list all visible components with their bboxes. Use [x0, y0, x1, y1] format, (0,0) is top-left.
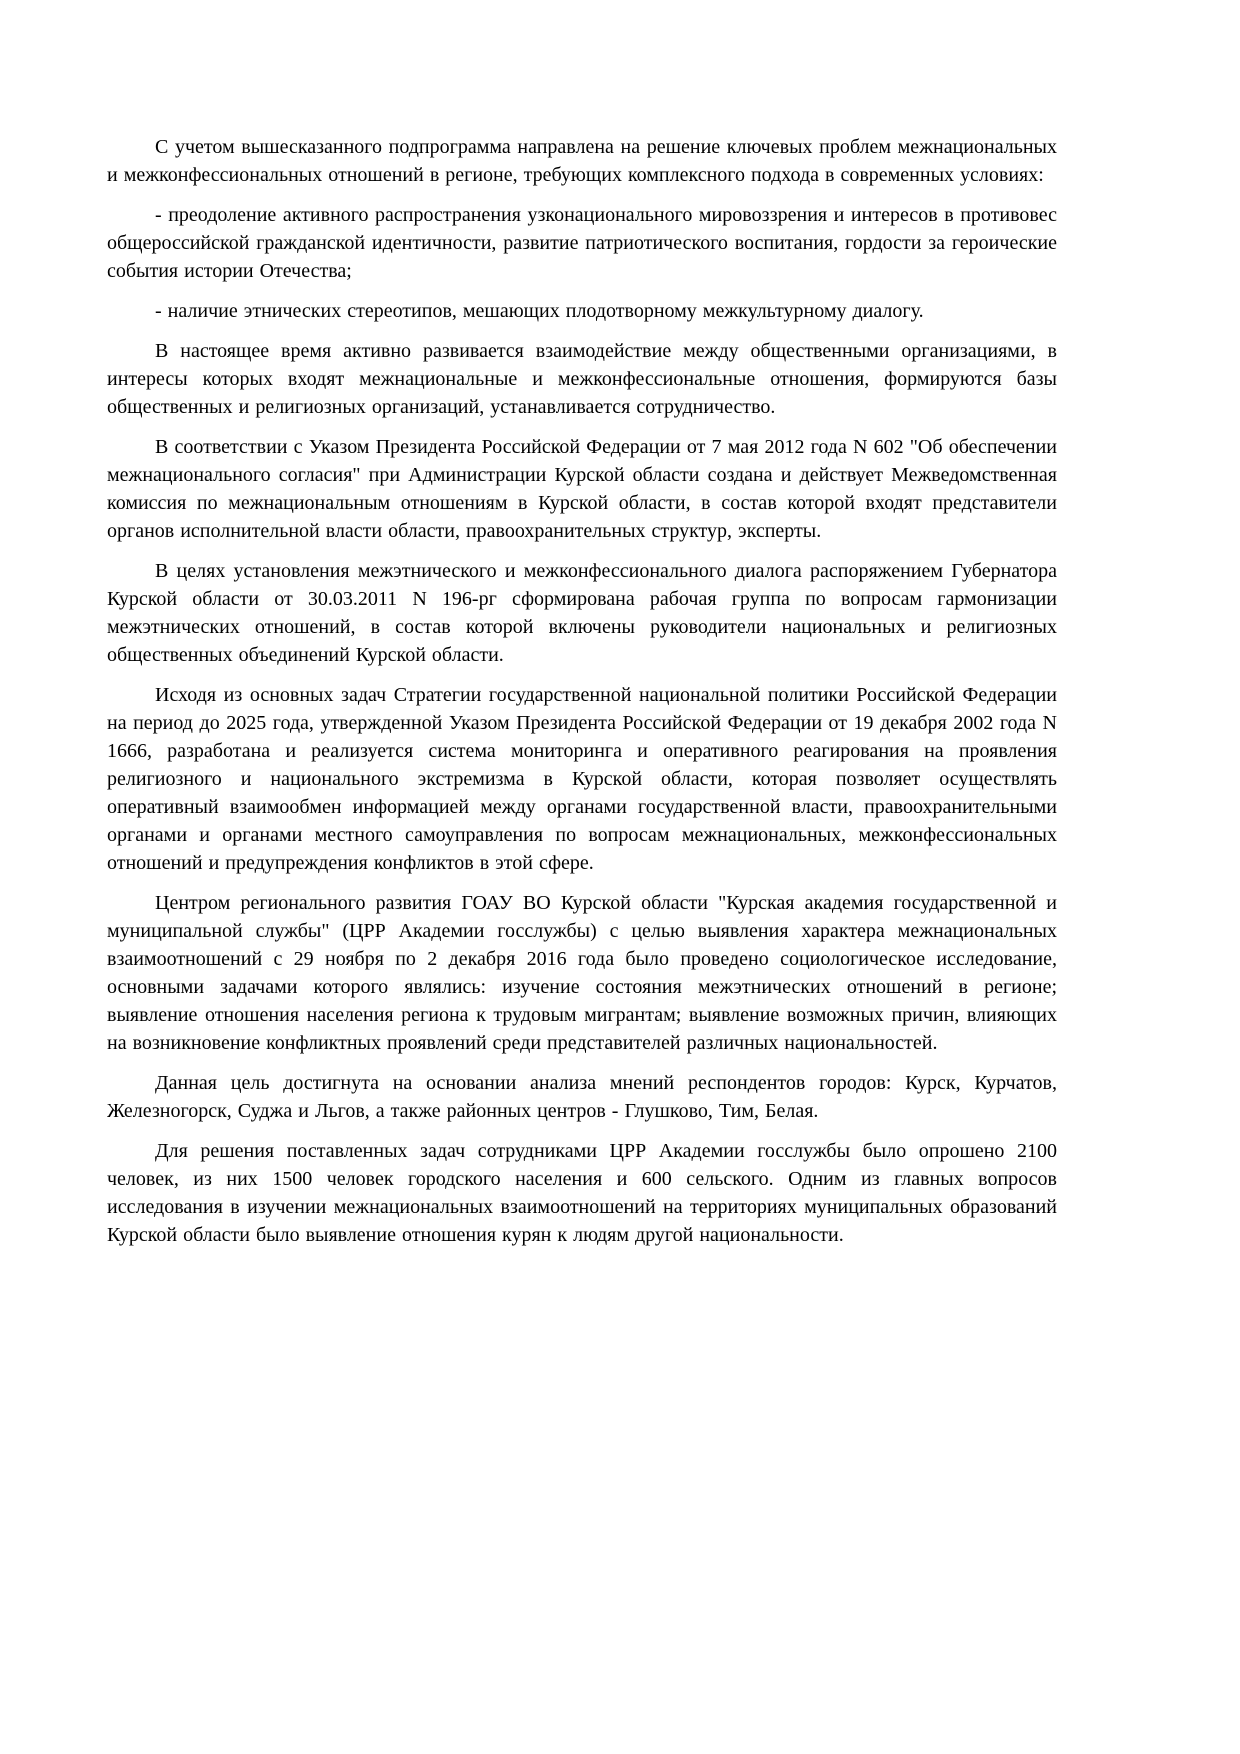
- paragraph-list-item-1: - преодоление активного распространения узконационального мировоззрения и интересов в противовес общероссийской гражданской идентичности, развитие патриотического воспитания, гордости за героические события истории Отечества;: [107, 204, 1057, 282]
- paragraph-list-item-2: - наличие этнических стереотипов, мешающих плодотворному межкультурному диалогу.: [155, 300, 924, 322]
- paragraph-working-group: В целях установления межэтнического и межконфессионального диалога распоряжением Губернатора Курской области от 30.03.2011 N 196-рг сформирована рабочая группа по вопросам гармонизации межэтнических отношений, в состав которой включены руководители национальных и религиозных общественных объединений Курской области.: [107, 560, 1057, 666]
- paragraph-intro: С учетом вышесказанного подпрограмма направлена на решение ключевых проблем межнациональных и межконфессиональных отношений в регионе, требующих комплексного подхода в современных условиях:: [107, 136, 1057, 186]
- document-content: [107, 133, 1057, 1261]
- paragraph-decree-602: В соответствии с Указом Президента Российской Федерации от 7 мая 2012 года N 602 "Об обеспечении межнационального согласия" при Администрации Курской области создана и действует Межведомственная комиссия по межнациональным отношениям в Курской области, в состав которой входят представители органов исполнительной власти области, правоохранительных структур, эксперты.: [107, 436, 1057, 542]
- paragraph-respondent-cities: Данная цель достигнута на основании анализа мнений респондентов городов: Курск, Курчатов, Железногорск, Суджа и Льгов, а также районных центров - Глушково, Тим, Белая.: [107, 1072, 1057, 1122]
- paragraph-survey-results: Для решения поставленных задач сотрудниками ЦРР Академии госслужбы было опрошено 2100 человек, из них 1500 человек городского населения и 600 сельского. Одним из главных вопросов исследования в изучении межнациональных взаимоотношений на территориях муниципальных образований Курской области было выявление отношения курян к людям другой национальности.: [107, 1140, 1057, 1246]
- paragraph-strategy-monitoring: Исходя из основных задач Стратегии государственной национальной политики Российской Федерации на период до 2025 года, утвержденной Указом Президента Российской Федерации от 19 декабря 2002 года N 1666, разработана и реализуется система мониторинга и оперативного реагирования на проявления религиозного и национального экстремизма в Курской области, которая позволяет осуществлять оперативный взаимообмен информацией между органами государственной власти, правоохранительными органами и органами местного самоуправления по вопросам межнациональных, межконфессиональных отношений и предупреждения конфликтов в этой сфере.: [107, 684, 1057, 874]
- paragraph-cooperation: В настоящее время активно развивается взаимодействие между общественными организациями, в интересы которых входят межнациональные и межконфессиональные отношения, формируются базы общественных и религиозных организаций, устанавливается сотрудничество.: [107, 340, 1057, 418]
- paragraph-sociological-research: Центром регионального развития ГОАУ ВО Курской области "Курская академия государственной и муниципальной службы" (ЦРР Академии госслужбы) с целью выявления характера межнациональных взаимоотношений с 29 ноября по 2 декабря 2016 года было проведено социологическое исследование, основными задачами которого являлись: изучение состояния межэтнических отношений в регионе; выявление отношения населения региона к трудовым мигрантам; выявление возможных причин, влияющих на возникновение конфликтных проявлений среди представителей различных национальностей.: [107, 892, 1057, 1054]
